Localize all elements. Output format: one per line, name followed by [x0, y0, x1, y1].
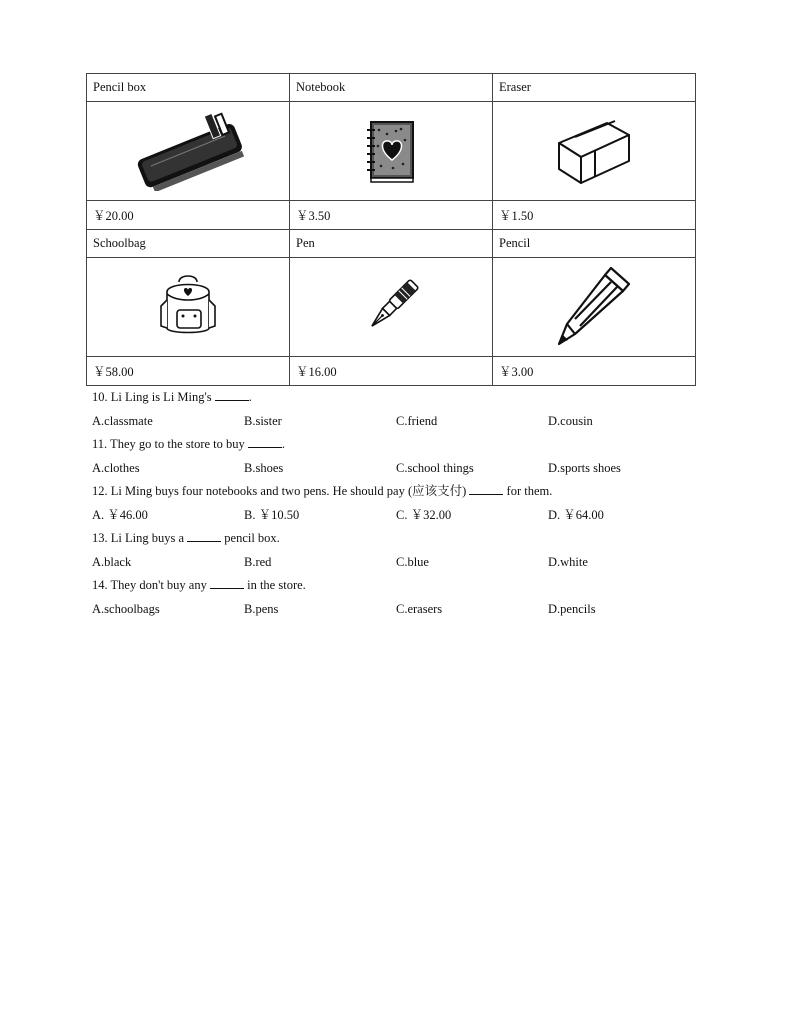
item-image-cell	[87, 258, 290, 357]
notebook-icon	[361, 116, 421, 186]
item-price: ￥16.00	[290, 357, 493, 386]
item-price: ￥3.00	[493, 357, 696, 386]
option-d: D. ￥64.00	[548, 507, 604, 522]
question-13: 13. Li Ling buys a pencil box.	[92, 531, 280, 545]
questions-section	[92, 388, 712, 623]
option-c: C.erasers	[396, 601, 443, 616]
question-11: 11. They go to the store to buy .	[92, 437, 286, 451]
question-10: 10. Li Ling is Li Ming's .	[92, 390, 252, 404]
pen-icon	[356, 272, 426, 342]
option-b: B.pens	[244, 601, 279, 616]
option-c: C. ￥32.00	[396, 507, 452, 522]
question-14: 14. They don't buy any in the store.	[92, 578, 306, 592]
answer-blank	[248, 435, 282, 448]
option-c: C.school things	[396, 460, 474, 475]
item-price: ￥3.50	[290, 201, 493, 230]
question-12: 12. Li Ming buys four notebooks and two pens. He should pay (应该支付) for them.	[92, 484, 553, 498]
option-b: B.red	[244, 554, 272, 569]
item-price: ￥1.50	[493, 201, 696, 230]
option-a: A.classmate	[92, 413, 153, 428]
option-a: A. ￥46.00	[92, 507, 148, 522]
question-14-options	[92, 600, 712, 624]
answer-blank	[215, 388, 249, 401]
option-a: A.black	[92, 554, 132, 569]
item-image-cell	[290, 102, 493, 201]
item-image-cell	[87, 102, 290, 201]
option-b: B.sister	[244, 413, 282, 428]
item-name: Pencil box	[87, 74, 290, 102]
option-a: A.clothes	[92, 460, 140, 475]
item-price: ￥58.00	[87, 357, 290, 386]
question-13-options	[92, 553, 712, 577]
answer-blank	[469, 482, 503, 495]
answer-blank	[210, 576, 244, 589]
item-name: Pencil	[493, 230, 696, 258]
pencil-box-icon	[128, 111, 248, 191]
option-d: D.white	[548, 554, 588, 569]
item-price: ￥20.00	[87, 201, 290, 230]
pencil-icon	[549, 264, 639, 350]
schoolbag-icon	[153, 272, 223, 342]
option-a: A.schoolbags	[92, 601, 160, 616]
answer-blank	[187, 529, 221, 542]
option-d: D.cousin	[548, 413, 593, 428]
option-d: D.sports shoes	[548, 460, 621, 475]
question-10-options	[92, 412, 712, 436]
option-b: B. ￥10.50	[244, 507, 300, 522]
item-name: Eraser	[493, 74, 696, 102]
item-name: Notebook	[290, 74, 493, 102]
option-d: D.pencils	[548, 601, 596, 616]
question-12-options	[92, 506, 712, 530]
eraser-icon	[549, 111, 639, 191]
question-11-options	[92, 459, 712, 483]
item-name: Pen	[290, 230, 493, 258]
item-name: Schoolbag	[87, 230, 290, 258]
item-image-cell	[493, 258, 696, 357]
item-image-cell	[290, 258, 493, 357]
option-b: B.shoes	[244, 460, 284, 475]
item-image-cell	[493, 102, 696, 201]
price-table	[86, 73, 696, 386]
option-c: C.friend	[396, 413, 438, 428]
option-c: C.blue	[396, 554, 429, 569]
